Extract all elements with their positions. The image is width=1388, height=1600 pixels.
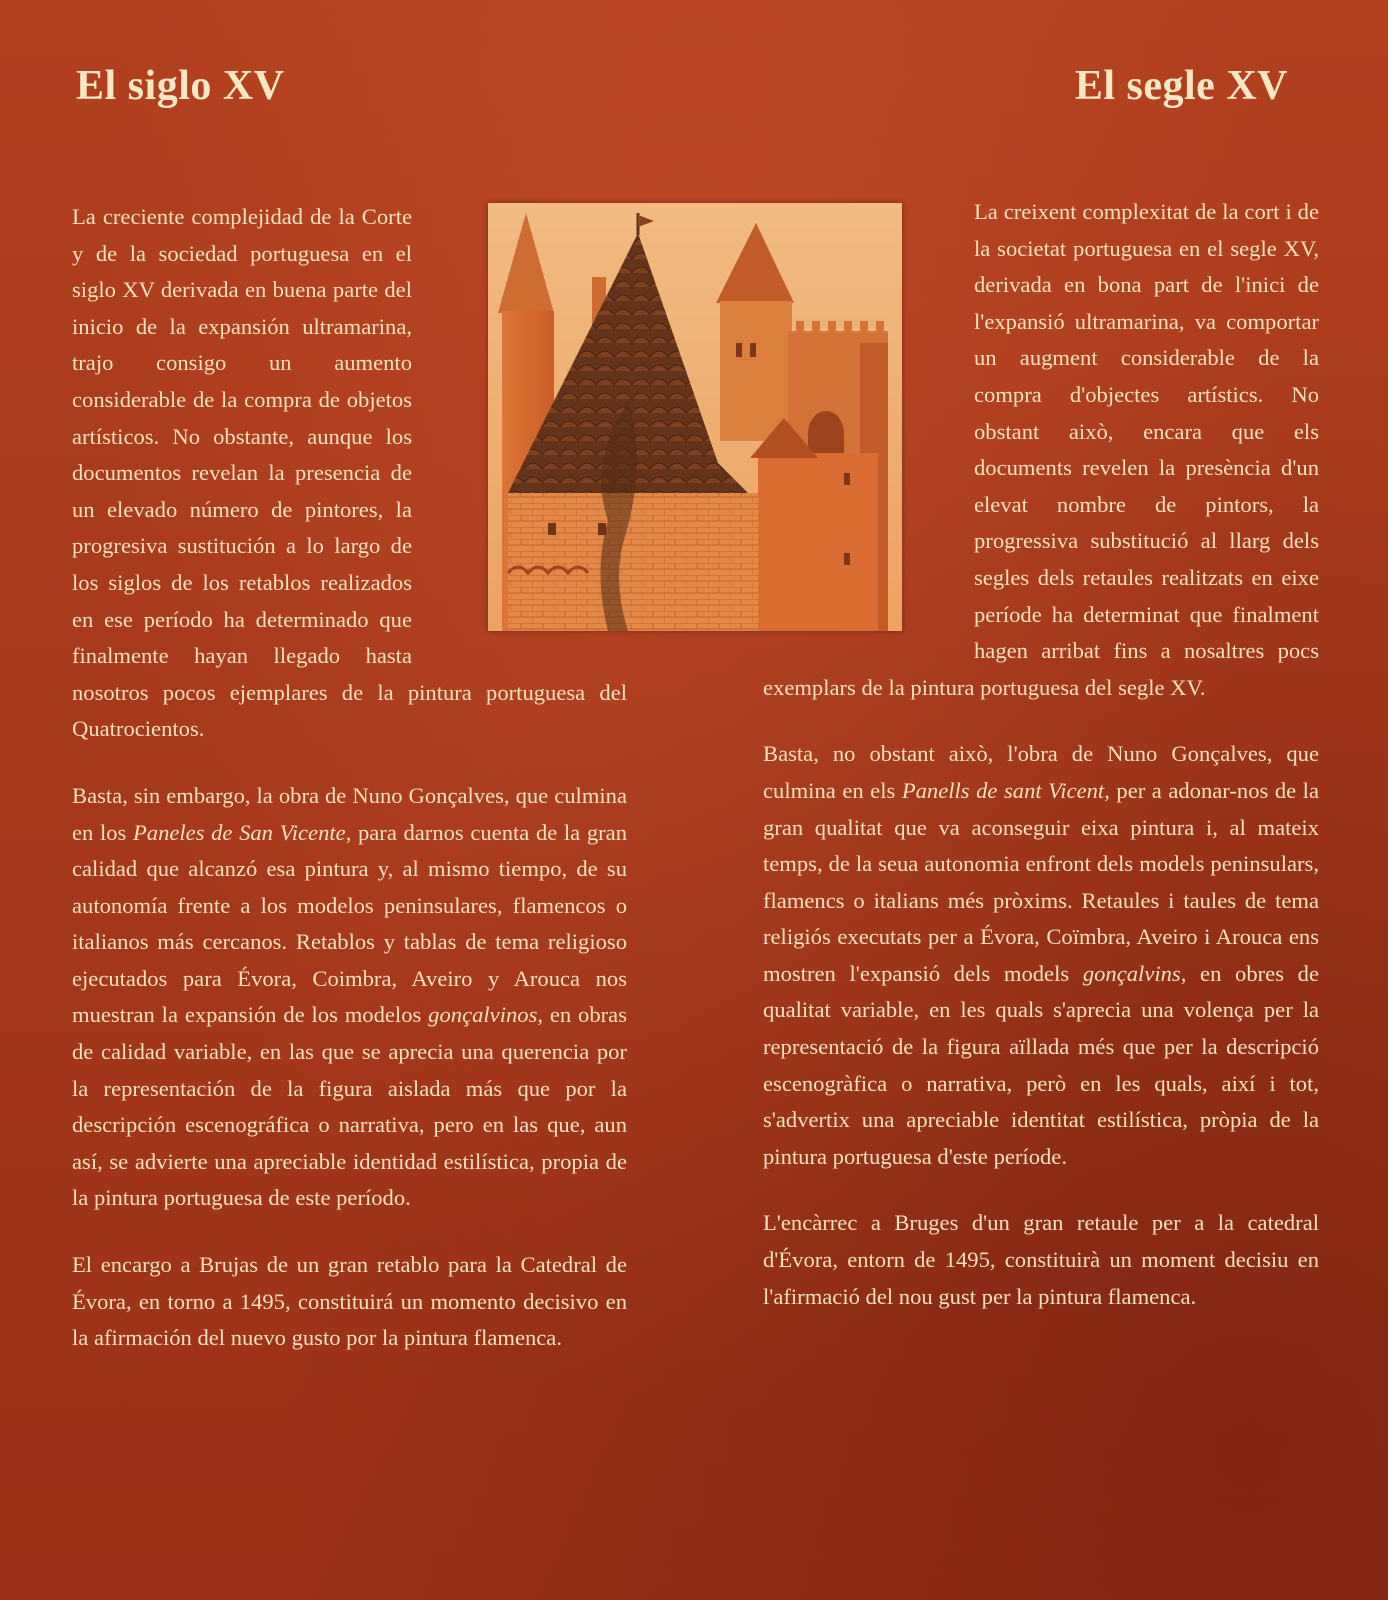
paragraph-2-catalan-part-c: , per a adonar-nos de la gran qualitat que va aconseguir eixa pintura i, al mateix temps, de la seua autonomia enfront dels models peninsulars, flamencs o italians més pròxims. Retaules i taules de tema religiós executats per a Évora, Coïmbra, Aveiro i Arouca ens mostren l'expansió dels models bbox=[763, 777, 1319, 986]
paragraph-2-spanish-part-c: , para darnos cuenta de la gran calidad que alcanzó esa pintura y, al mismo tiempo, de su autonomía frente a los modelos peninsulares, flamencos o italianos más cercanos. Retablos y tablas de tema religioso ejecutados para Évora, Coimbra, Aveiro y Arouca nos muestran la expansión de los modelos bbox=[72, 819, 627, 1028]
paragraph-2-spanish-italic-title: Paneles de San Vicente bbox=[132, 819, 346, 845]
paragraph-2-catalan-italic-title: Panells de sant Vicent bbox=[901, 777, 1105, 803]
paragraph-2-spanish-part-a: Basta, sin embargo, la obra de Nuno Gonçalves, que culmina en los bbox=[72, 782, 627, 845]
paragraph-1-spanish: La creciente complejidad de la Corte y de la sociedad portuguesa en el siglo XV derivada en buena parte del inicio de la expansión ultramarina, trajo consigo un aumento considerable de la compra de objetos artísticos. No obstante, aunque los documentos revelan la presencia de un elevado número de pintores, la progresiva sustitución a lo largo de los siglos de los retablos realizados en ese período ha determinado que finalmente hayan llegado hasta nosotros pocos ejemplares de la pintura portuguesa del Quatrocientos. bbox=[72, 204, 627, 742]
paragraph-3-spanish: El encargo a Brujas de un gran retablo para la Catedral de Évora, en torno a 1495, constituirá un momento decisivo en la afirmación del nuevo gusto por la pintura flamenca. bbox=[72, 1252, 627, 1351]
paragraph-2-catalan bbox=[763, 736, 1319, 1175]
title-spanish: El siglo XV bbox=[76, 63, 285, 109]
paragraph-2-catalan-italic-term: gonçalvins bbox=[1082, 960, 1181, 986]
paragraph-1-catalan: La creixent complexitat de la cort i de la societat portuguesa en el segle XV, derivada en bona part de l'inici de l'expansió ultramarina, va comportar un augment considerable de la compra d'objectes artístics. No obstant això, encara que els documents revelen la presència d'un elevat nombre de pintors, la progressiva substitució al llarg dels segles dels retaules realitzats en eixe període ha determinat que finalment hagen arribat fins a nosaltres pocs exemplars de la pintura portuguesa del segle XV. bbox=[763, 199, 1319, 700]
paragraph-2-spanish bbox=[72, 778, 627, 1217]
paragraph-3-catalan: L'encàrrec a Bruges d'un gran retaule per a la catedral d'Évora, entorn de 1495, constituirà un moment decisiu en l'afirmació del nou gust per la pintura flamenca. bbox=[763, 1210, 1319, 1309]
paragraph-2-spanish-part-e: , en obras de calidad variable, en las que se aprecia una querencia por la representación de la figura aislada más que por la descripción escenográfica o narrativa, pero en las que, aun así, se advierte una apreciable identidad estilística, propia de la pintura portuguesa de este período. bbox=[72, 1002, 627, 1211]
castle-painting-illustration bbox=[488, 203, 902, 631]
castle-towers-painting bbox=[488, 203, 902, 631]
paragraph-2-catalan-part-a: Basta, no obstant això, l'obra de Nuno Gonçalves, que culmina en els bbox=[763, 741, 1319, 803]
title-catalan: El segle XV bbox=[1074, 63, 1288, 109]
paragraph-2-spanish-italic-term: gonçalvinos bbox=[428, 1002, 538, 1028]
paragraph-2-catalan-part-e: , en obres de qualitat variable, en les quals s'aprecia una volença per la representació de la figura aïllada més que per la descripció escenogràfica o narrativa, però en les quals, així i tot, s'advertix una apreciable identitat estilística, pròpia de la pintura portuguesa d'este període. bbox=[763, 960, 1319, 1169]
